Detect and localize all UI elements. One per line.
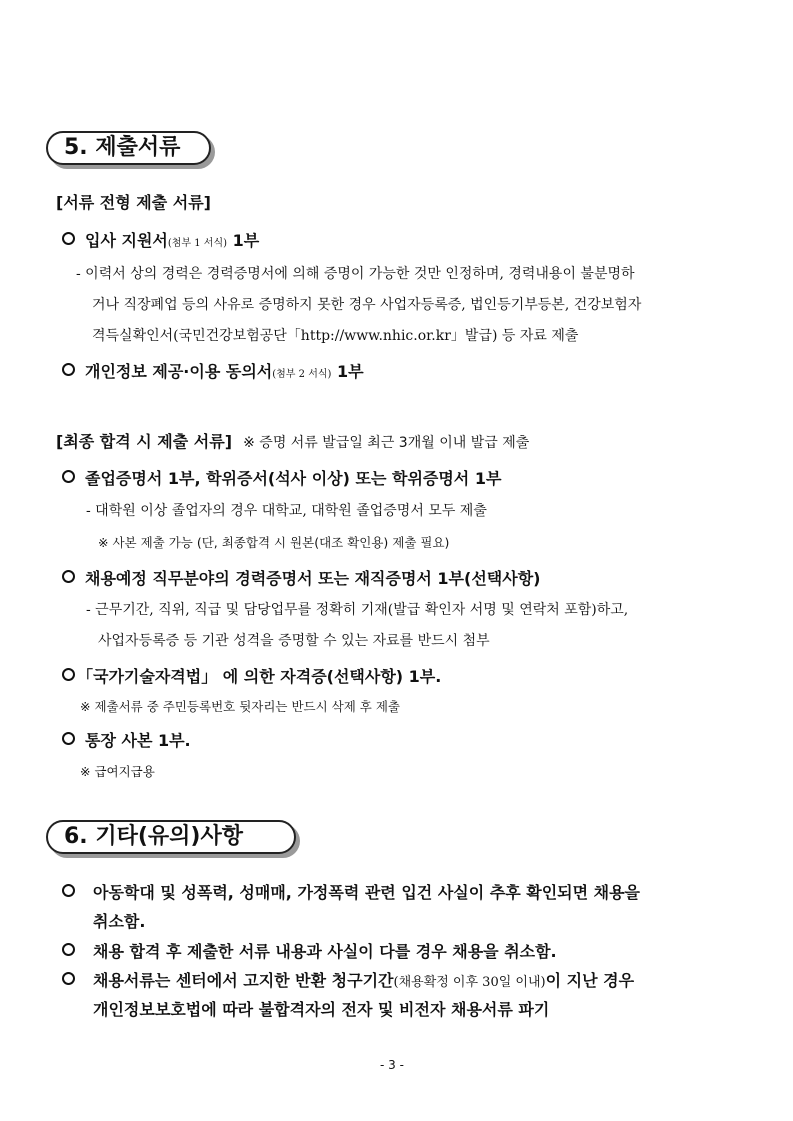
application-desc-line-2: 거나 직장폐업 등의 사유로 증명하지 못한 경우 사업자등록증, 법인등기부등본, 건강보험자	[92, 297, 642, 313]
graduation-note: ※ 사본 제출 가능 (단, 최종합격 시 원본(대조 확인용) 제출 필요)	[98, 535, 450, 550]
section-6-title-text: 6. 기타(유의)사항	[64, 824, 243, 849]
final-docs-note: ※ 증명 서류 발급일 최근 3개월 이내 발급 제출	[243, 435, 530, 451]
privacy-consent-label: 개인정보 제공·이용 동의서	[85, 362, 273, 381]
notice-item-3-line-1	[62, 968, 634, 991]
notice-item-3-part-3: 이 지난 경우	[545, 971, 635, 990]
bankbook-item	[62, 728, 191, 751]
license-text: 에 의한 자격증(선택사항) 1부.	[222, 667, 442, 686]
graduation-desc: - 대학원 이상 졸업자의 경우 대학교, 대학원 졸업증명서 모두 제출	[86, 503, 487, 519]
privacy-consent-count: 1부	[337, 362, 364, 381]
final-docs-header: [최종 합격 시 제출 서류]	[56, 432, 233, 451]
circle-bullet-icon	[62, 943, 75, 956]
page-number: - 3 -	[380, 1058, 404, 1072]
graduation-item	[62, 466, 501, 489]
notice-item-3-part-1: 채용서류는 센터에서 고지한 반환 청구기간	[93, 971, 394, 990]
application-form-attach: (첨부 1 서식)	[167, 238, 228, 249]
notice-item-1-line-2: 취소함.	[93, 912, 146, 931]
graduation-text: 졸업증명서 1부, 학위증서(석사 이상) 또는 학위증명서 1부	[85, 469, 502, 488]
license-law-name: 「국가기술자격법」	[77, 667, 218, 686]
notice-item-3-line-2: 개인정보보호법에 따라 불합격자의 전자 및 비전자 채용서류 파기	[93, 1000, 550, 1019]
notice-item-1-line-1	[62, 880, 640, 903]
application-form-item	[62, 228, 259, 251]
license-item	[62, 664, 441, 687]
notice-item-3-part-2: (채용확정 이후 30일 이내)	[393, 975, 546, 990]
circle-bullet-icon	[62, 470, 75, 483]
application-form-count: 1부	[232, 231, 260, 250]
career-desc-line-1: - 근무기간, 직위, 직급 및 담당업무를 정확히 기재(발급 확인자 서명 및 연락처 포함)하고,	[86, 602, 629, 618]
circle-bullet-icon	[62, 668, 75, 681]
final-docs-header-row	[56, 429, 529, 452]
notice-item-2-text: 채용 합격 후 제출한 서류 내용과 사실이 다를 경우 채용을 취소함.	[93, 942, 557, 961]
circle-bullet-icon	[62, 232, 75, 245]
section-5-title	[46, 131, 211, 165]
application-desc-line-3: 격득실확인서(국민건강보험공단「http://www.nhic.or.kr」발급) 등 자료 제출	[92, 328, 579, 344]
bankbook-text: 통장 사본 1부.	[85, 731, 191, 750]
notice-item-2	[62, 939, 557, 962]
circle-bullet-icon	[62, 732, 75, 745]
application-desc-line-1: - 이력서 상의 경력은 경력증명서에 의해 증명이 가능한 것만 인정하며, 경력내용이 불분명하	[76, 266, 635, 282]
circle-bullet-icon	[62, 363, 75, 376]
privacy-consent-item	[62, 359, 364, 382]
circle-bullet-icon	[62, 884, 75, 897]
career-desc-line-2: 사업자등록증 등 기관 성격을 증명할 수 있는 자료를 반드시 첨부	[98, 633, 490, 649]
license-note: ※ 제출서류 중 주민등록번호 뒷자리는 반드시 삭제 후 제출	[80, 699, 400, 714]
privacy-consent-attach: (첨부 2 서식)	[272, 369, 332, 380]
section-5-title-text: 5. 제출서류	[64, 135, 181, 160]
notice-item-1-text-1: 아동학대 및 성폭력, 성매매, 가정폭력 관련 입건 사실이 추후 확인되면 채용을	[93, 883, 640, 902]
bankbook-note: ※ 급여지급용	[80, 764, 155, 779]
section-6-title	[46, 820, 296, 854]
circle-bullet-icon	[62, 570, 75, 583]
circle-bullet-icon	[62, 972, 75, 985]
application-form-label: 입사 지원서	[85, 231, 168, 250]
career-text: 채용예정 직무분야의 경력증명서 또는 재직증명서 1부(선택사항)	[85, 569, 541, 588]
screening-docs-header: [서류 전형 제출 서류]	[56, 193, 211, 212]
career-item	[62, 566, 540, 589]
